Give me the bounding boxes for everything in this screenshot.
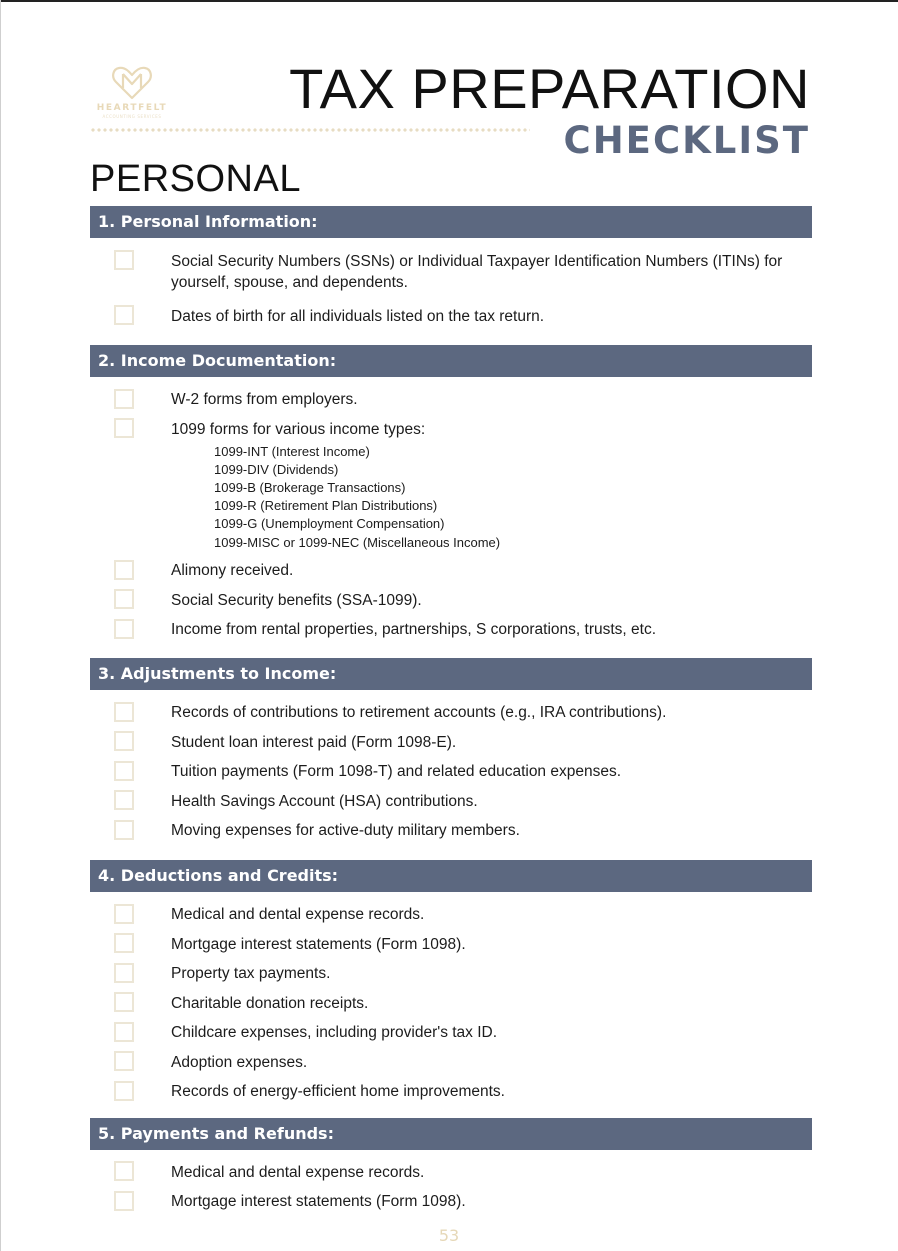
sub-item: 1099-DIV (Dividends) [214, 462, 339, 477]
checkbox[interactable] [114, 1161, 134, 1181]
checkbox[interactable] [114, 731, 134, 751]
sub-item: 1099-B (Brokerage Transactions) [214, 480, 406, 495]
page-title: TAX PREPARATION [289, 57, 810, 120]
checklist-item: Mortgage interest statements (Form 1098). [171, 936, 466, 953]
checkbox[interactable] [114, 1022, 134, 1042]
checkbox[interactable] [114, 589, 134, 609]
checkbox[interactable] [114, 790, 134, 810]
checkbox[interactable] [114, 1051, 134, 1071]
checklist-item: Medical and dental expense records. [171, 1164, 425, 1181]
checklist-item: Social Security Numbers (SSNs) or Individual Taxpayer Identification Numbers (ITINs) for yourself, spouse, and dependents. [171, 253, 783, 291]
checkbox[interactable] [114, 305, 134, 325]
checkbox[interactable] [114, 619, 134, 639]
section-header: 2. Income Documentation: [90, 345, 812, 377]
checkbox[interactable] [114, 992, 134, 1012]
section-header: 4. Deductions and Credits: [90, 860, 812, 892]
checkbox[interactable] [114, 702, 134, 722]
top-border [0, 0, 898, 2]
checkbox[interactable] [114, 389, 134, 409]
checkbox[interactable] [114, 250, 134, 270]
checklist-item: 1099 forms for various income types: [171, 421, 426, 438]
checkbox[interactable] [114, 933, 134, 953]
checklist-item: Property tax payments. [171, 965, 331, 982]
checklist-item: Moving expenses for active-duty military members. [171, 822, 520, 839]
checklist-item: Charitable donation receipts. [171, 995, 369, 1012]
logo-tagline: ACCOUNTING SERVICES [102, 114, 162, 119]
checklist-item: Alimony received. [171, 562, 294, 579]
checklist-item: Student loan interest paid (Form 1098-E). [171, 734, 457, 751]
logo-brand-text: HEARTFELT [96, 103, 168, 113]
checkbox[interactable] [114, 761, 134, 781]
checklist-item: Dates of birth for all individuals listed on the tax return. [171, 308, 545, 325]
checkbox[interactable] [114, 904, 134, 924]
checklist-item: Childcare expenses, including provider's tax ID. [171, 1024, 498, 1041]
checklist-item: Health Savings Account (HSA) contributions. [171, 793, 478, 810]
checklist-item: Records of energy-efficient home improvements. [171, 1083, 505, 1100]
checklist-item: Mortgage interest statements (Form 1098). [171, 1193, 466, 1210]
sub-item: 1099-G (Unemployment Compensation) [214, 516, 445, 531]
left-border [0, 0, 1, 1251]
checkbox[interactable] [114, 963, 134, 983]
checklist-item: Adoption expenses. [171, 1054, 308, 1071]
sub-item: 1099-MISC or 1099-NEC (Miscellaneous Income) [214, 535, 501, 550]
checklist-item: W-2 forms from employers. [171, 391, 358, 408]
page-subtitle: CHECKLIST [563, 119, 810, 162]
logo [86, 64, 178, 124]
section-header: 3. Adjustments to Income: [90, 658, 812, 690]
checklist-item: Medical and dental expense records. [171, 906, 425, 923]
page-number: 53 [438, 1226, 460, 1245]
sub-item: 1099-R (Retirement Plan Distributions) [214, 498, 438, 513]
checkbox[interactable] [114, 418, 134, 438]
checkbox[interactable] [114, 1191, 134, 1211]
checklist-item: Records of contributions to retirement accounts (e.g., IRA contributions). [171, 704, 667, 721]
checklist-item: Social Security benefits (SSA-1099). [171, 592, 422, 609]
dotted-divider [90, 128, 530, 132]
checklist-item: Tuition payments (Form 1098-T) and related education expenses. [171, 763, 622, 780]
section-header: 1. Personal Information: [90, 206, 812, 238]
sub-item: 1099-INT (Interest Income) [214, 444, 370, 459]
checklist-item: Income from rental properties, partnerships, S corporations, trusts, etc. [171, 621, 657, 638]
category-heading: PERSONAL [90, 158, 301, 200]
checkbox[interactable] [114, 820, 134, 840]
checkbox[interactable] [114, 560, 134, 580]
heart-monogram-icon [110, 64, 154, 102]
checkbox[interactable] [114, 1081, 134, 1101]
section-header: 5. Payments and Refunds: [90, 1118, 812, 1150]
